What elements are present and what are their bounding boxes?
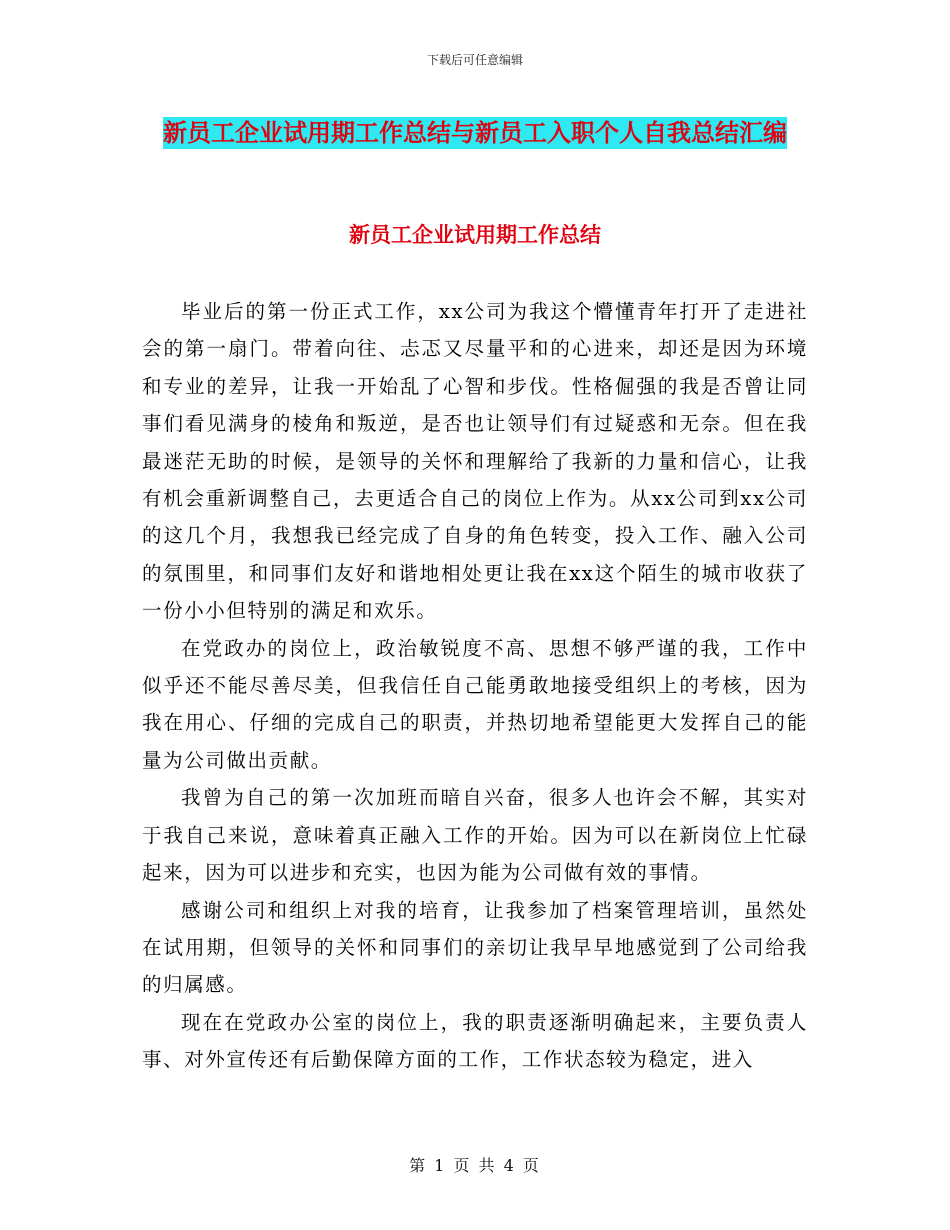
paragraph: 感谢公司和组织上对我的培育，让我参加了档案管理培训，虽然处在试用期，但领导的关怀和同事们的亲切让我早早地感觉到了公司给我的归属感。 [142,898,808,997]
paragraph: 我曾为自己的第一次加班而暗自兴奋，很多人也许会不解，其实对于我自己来说，意味着真正融入工作的开始。因为可以在新岗位上忙碌起来，因为可以进步和充实，也因为能为公司做有效的事情。 [142,786,808,885]
download-note: 下载后可任意编辑 [426,53,523,67]
document-title-text: 新员工企业试用期工作总结与新员工入职个人自我总结汇编 [163,119,787,147]
document-body [142,293,808,1079]
paragraph: 毕业后的第一份正式工作，xx公司为我这个懵懂青年打开了走进社会的第一扇门。带着向往、忐忑又尽量平和的心进来，却还是因为环境和专业的差异，让我一开始乱了心智和步伐。性格倔强的我是否曾让同事们看见满身的棱角和叛逆，是否也让领导们有过疑惑和无奈。但在我最迷茫无助的时候，是领导的关怀和理解给了我新的力量和信心，让我有机会重新调整自己，去更适合自己的岗位上作为。从xx公司到xx公司的这几个月，我想我已经完成了自身的角色转变，投入工作、融入公司的氛围里，和同事们友好和谐地相处更让我在xx这个陌生的城市收获了一份小小但特别的满足和欢乐。 [142,300,808,623]
document-title [140,108,810,158]
section-title: 新员工企业试用期工作总结 [349,223,601,247]
page-indicator: 第 1 页 共 4 页 [409,1156,541,1175]
paragraph: 现在在党政办公室的岗位上，我的职责逐渐明确起来，主要负责人事、对外宣传还有后勤保障方面的工作，工作状态较为稳定，进入 [142,1010,808,1072]
paragraph: 在党政办的岗位上，政治敏锐度不高、思想不够严谨的我，工作中似乎还不能尽善尽美，但我信任自己能勇敢地接受组织上的考核，因为我在用心、仔细的完成自己的职责，并热切地希望能更大发挥自己的能量为公司做出贡献。 [142,636,808,772]
